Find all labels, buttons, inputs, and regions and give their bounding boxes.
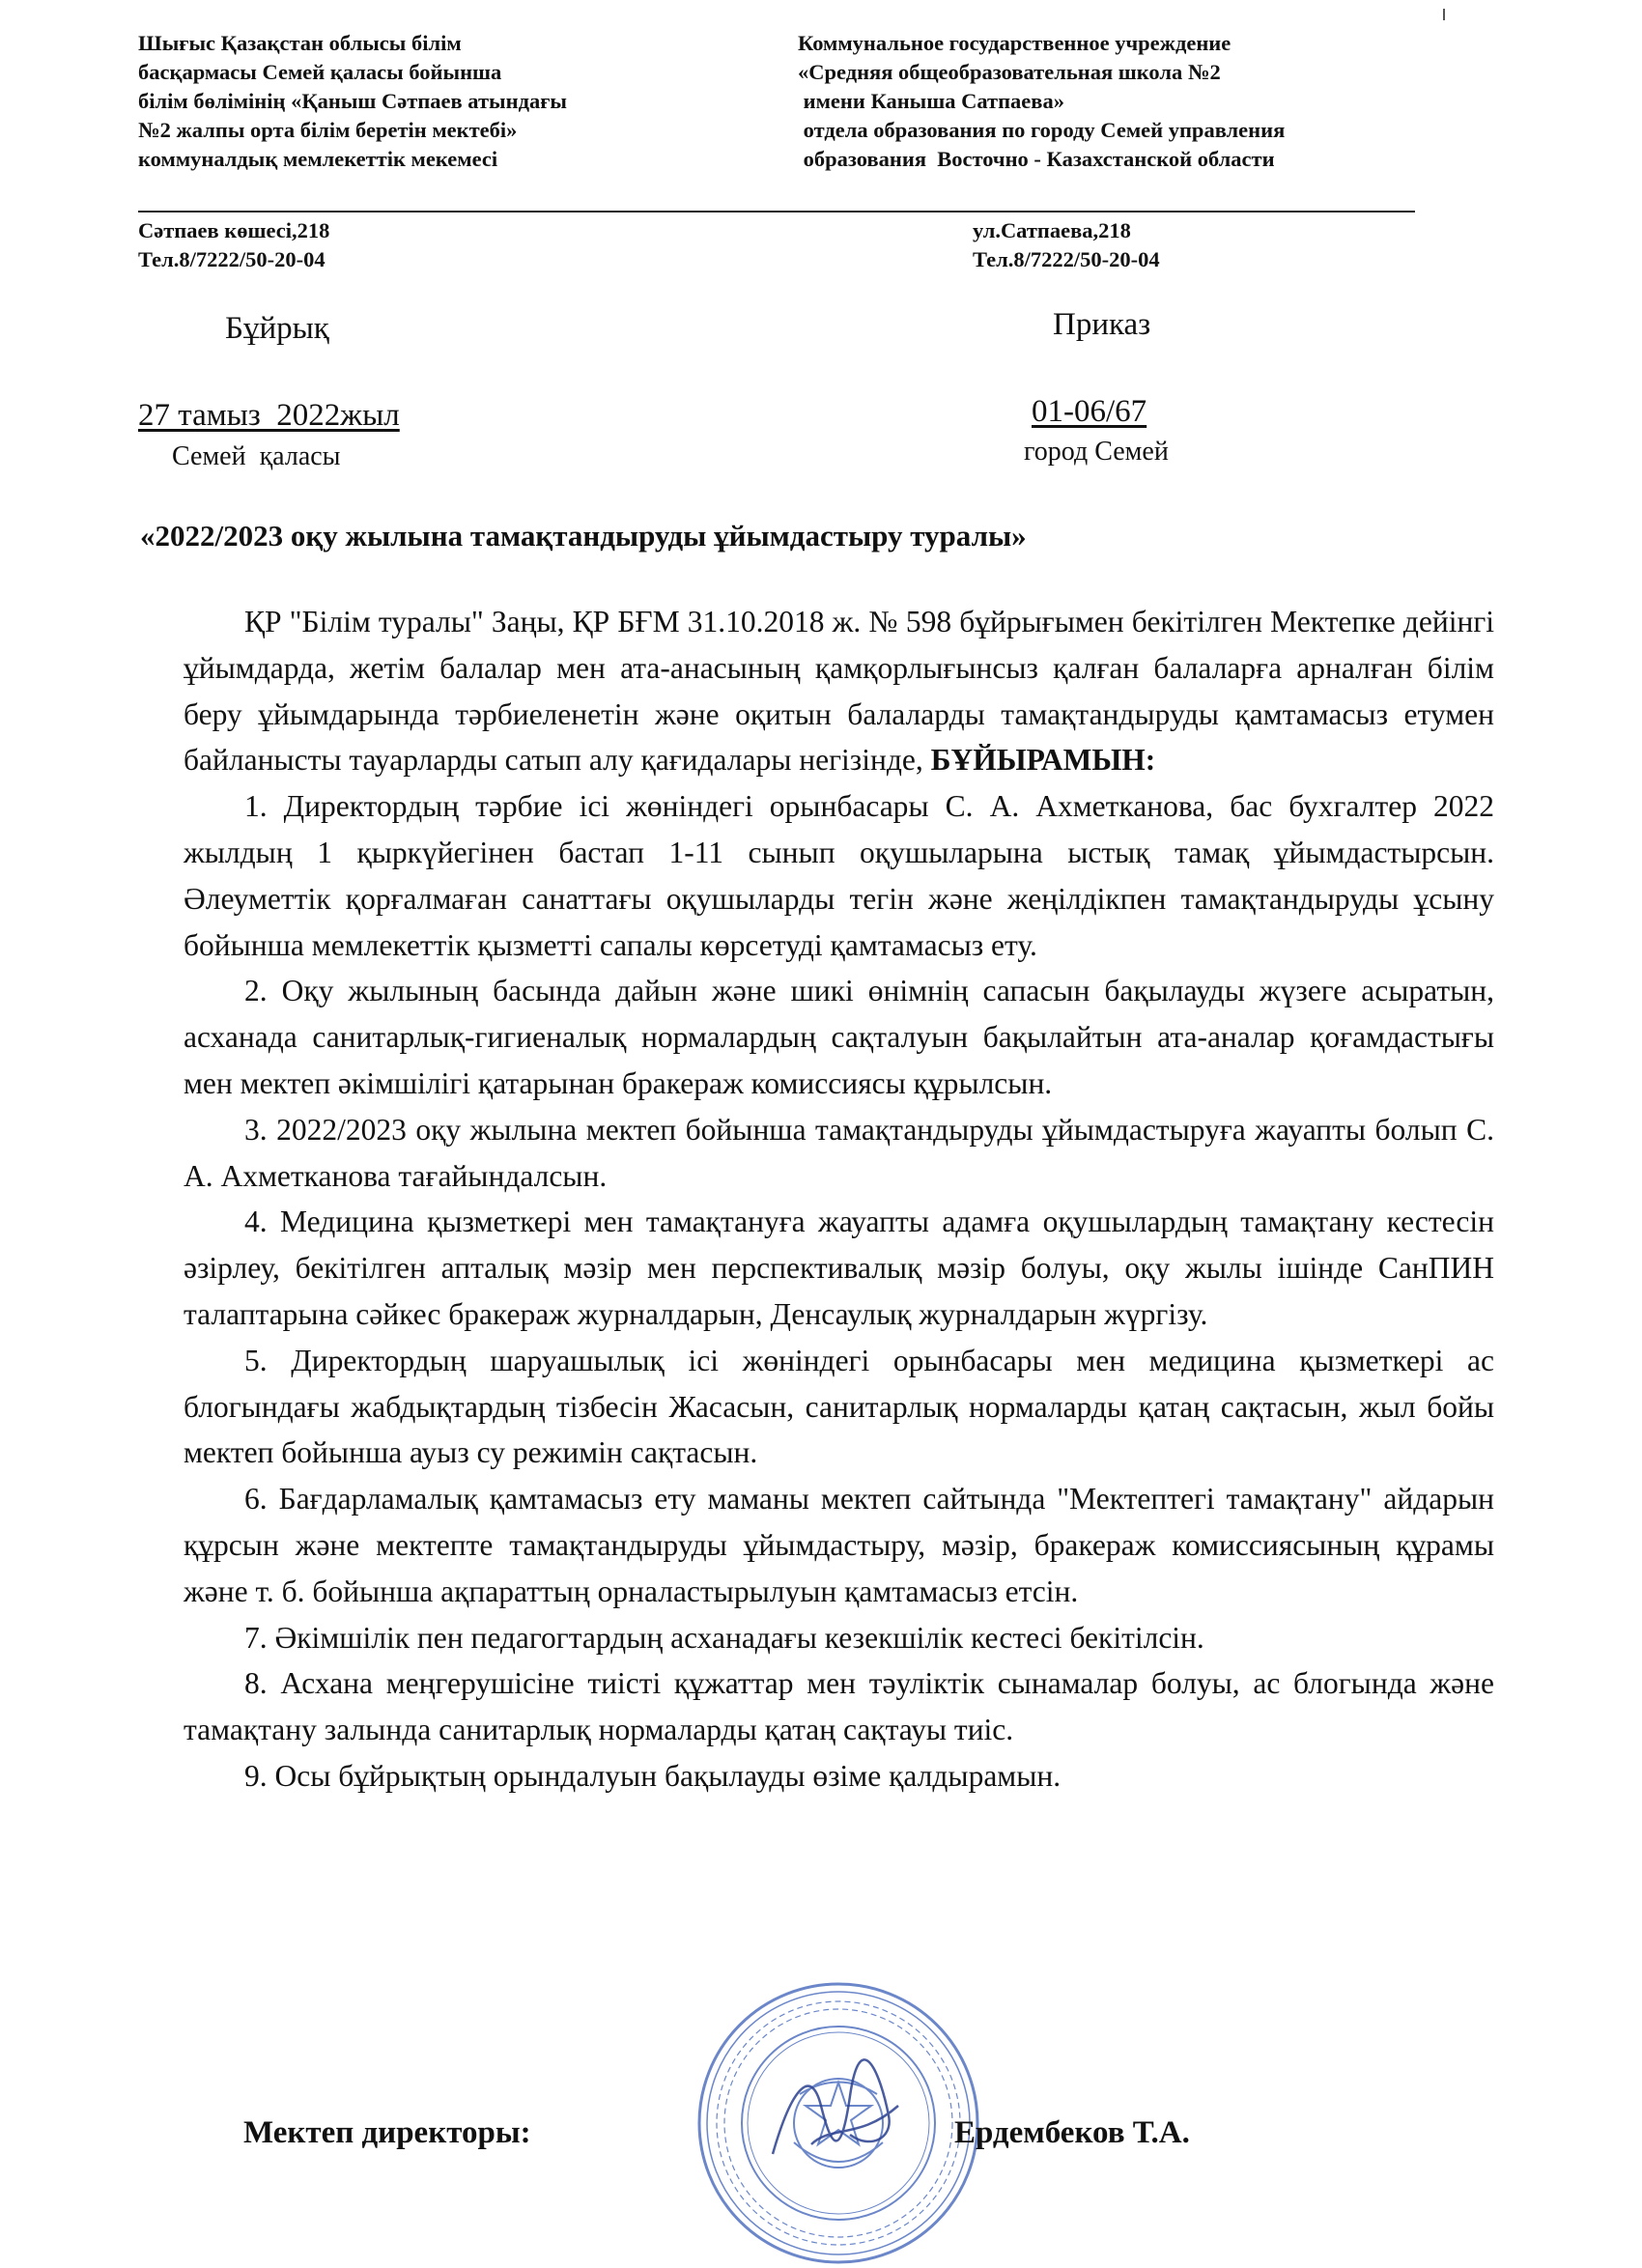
order-item: 7. Әкімшілік пен педагогтардың асханадағы кезекшілік кестесі бекітілсін. bbox=[244, 1620, 1204, 1655]
intro-text: ҚР "Білім туралы" Заңы, ҚР БҒМ 31.10.2018 ж. № 598 бұйрығымен бекітілген Мектепке дейінгі ұйымдарда, жетім балалар мен ата-анасының қамқорлығынсыз қалған балаларға арналған білім беру ұйымдарында тәрбиеленетін және оқитын балаларды тамақтандыруды қамтамасыз етумен байланысты тауарларды сатып алу қағидалары негізінде, bbox=[184, 605, 1494, 778]
doc-date: 27 тамыз 2022жыл bbox=[138, 398, 400, 433]
header-ru-line: имени Каныша Сатпаева» bbox=[798, 89, 1064, 113]
header-ru-line: образования Восточно - Казахстанской области bbox=[798, 147, 1275, 171]
signer-label: Мектеп директоры: bbox=[243, 2115, 531, 2150]
header-kz-line: коммуналдық мемлекеттік мекемесі bbox=[138, 147, 498, 171]
header-divider bbox=[138, 211, 1415, 213]
order-word: БҰЙЫРАМЫН: bbox=[930, 743, 1156, 778]
order-item: 8. Асхана меңгерушісіне тиісті құжаттар мен тәуліктік сынамалар болуы, ас блогында және тамақтану залында санитарлық нормаларды қатаң сақтауы тиіс. bbox=[184, 1666, 1494, 1747]
doc-body bbox=[184, 599, 1494, 1800]
order-item: 3. 2022/2023 оқу жылына мектеп бойынша тамақтандыруды ұйымдастыруға жауапты болып С. А. Ахметканова тағайындалсын. bbox=[184, 1112, 1494, 1193]
order-item: 1. Директордың тәрбие ісі жөніндегі орынбасары С. А. Ахметканова, бас бухгалтер 2022 жылдың 1 қыркүйегінен бастап 1-11 сынып оқушыларына ыстық тамақ ұйымдастырсын. Әлеуметтік қорғалмаған санаттағы оқушыларды тегін және жеңілдікпен тамақтандыруды ұсыну бойынша мемлекеттік қызметті сапалы көрсетуді қамтамасыз ету. bbox=[184, 789, 1494, 962]
doc-title: «2022/2023 оқу жылына тамақтандыруды ұйымдастыру туралы» bbox=[140, 519, 1027, 553]
header-ru-line: Коммунальное государственное учреждение bbox=[798, 31, 1232, 55]
doc-type-kz: Бұйрық bbox=[225, 311, 329, 346]
order-item: 4. Медицина қызметкері мен тамақтануға жауапты адамға оқушылардың тамақтану кестесін әзірлеу, бекітілген апталық мәзір мен перспективалық мәзір болуы, оқу жылы ішінде СанПИН талаптарына сәйкес бракераж журналдарын, Денсаулық журналдарын жүргізу. bbox=[184, 1205, 1494, 1331]
address-ru-phone: Тел.8/7222/50-20-04 bbox=[973, 247, 1160, 271]
address-kz-phone: Тел.8/7222/50-20-04 bbox=[138, 247, 326, 271]
city-ru: город Семей bbox=[1024, 437, 1169, 467]
city-kz: Семей қаласы bbox=[172, 441, 341, 471]
address-ru bbox=[973, 216, 1160, 274]
scan-speck bbox=[1439, 8, 1449, 21]
order-item: 6. Бағдарламалық қамтамасыз ету маманы мектеп сайтында "Мектептегі тамақтану" айдарын құрсын және мектепте тамақтандыруды ұйымдастыру, мәзір, бракераж комиссиясының құрамы және т. б. бойынша ақпараттың орналастырылуын қамтамасыз етсін. bbox=[184, 1482, 1494, 1608]
doc-type-ru: Приказ bbox=[1053, 307, 1151, 342]
order-item: 9. Осы бұйрықтың орындалуын бақылауды өзіме қалдырамын. bbox=[244, 1758, 1062, 1793]
handwritten-signature-icon bbox=[753, 2048, 918, 2183]
address-kz-street: Сәтпаев көшесі,218 bbox=[138, 218, 330, 242]
doc-number: 01-06/67 bbox=[1032, 394, 1147, 429]
header-kz bbox=[138, 29, 718, 174]
order-item: 2. Оқу жылының басында дайын және шикі өнімнің сапасын бақылауды жүзеге асыратын, асханада санитарлық-гигиеналық нормалардың сақталуын бақылайтын ата-аналар қоғамдастығы мен мектеп әкімшілігі қатарынан бракераж комиссиясы құрылсын. bbox=[184, 974, 1494, 1100]
header-kz-line: білім бөлімінің «Қаныш Сәтпаев атындағы bbox=[138, 89, 567, 113]
address-kz bbox=[138, 216, 329, 274]
signer-name: Ердембеков Т.А. bbox=[954, 2115, 1190, 2150]
header-kz-line: №2 жалпы орта білім беретін мектебі» bbox=[138, 118, 518, 142]
header-ru-line: «Средняя общеобразовательная школа №2 bbox=[798, 60, 1221, 84]
header-ru-line: отдела образования по городу Семей управления bbox=[798, 118, 1286, 142]
address-ru-street: ул.Сатпаева,218 bbox=[973, 218, 1131, 242]
header-kz-line: басқармасы Семей қаласы бойынша bbox=[138, 60, 502, 84]
intro-paragraph bbox=[184, 599, 1494, 783]
order-item: 5. Директордың шаруашылық ісі жөніндегі орынбасары мен медицина қызметкері ас блогындағы жабдықтардың тізбесін Жасасын, санитарлық нормаларды қатаң сақтасын, жыл бойы мектеп бойынша ауыз су режимін сақтасын. bbox=[184, 1343, 1494, 1470]
header-ru bbox=[798, 29, 1435, 174]
header-kz-line: Шығыс Қазақстан облысы білім bbox=[138, 31, 462, 55]
